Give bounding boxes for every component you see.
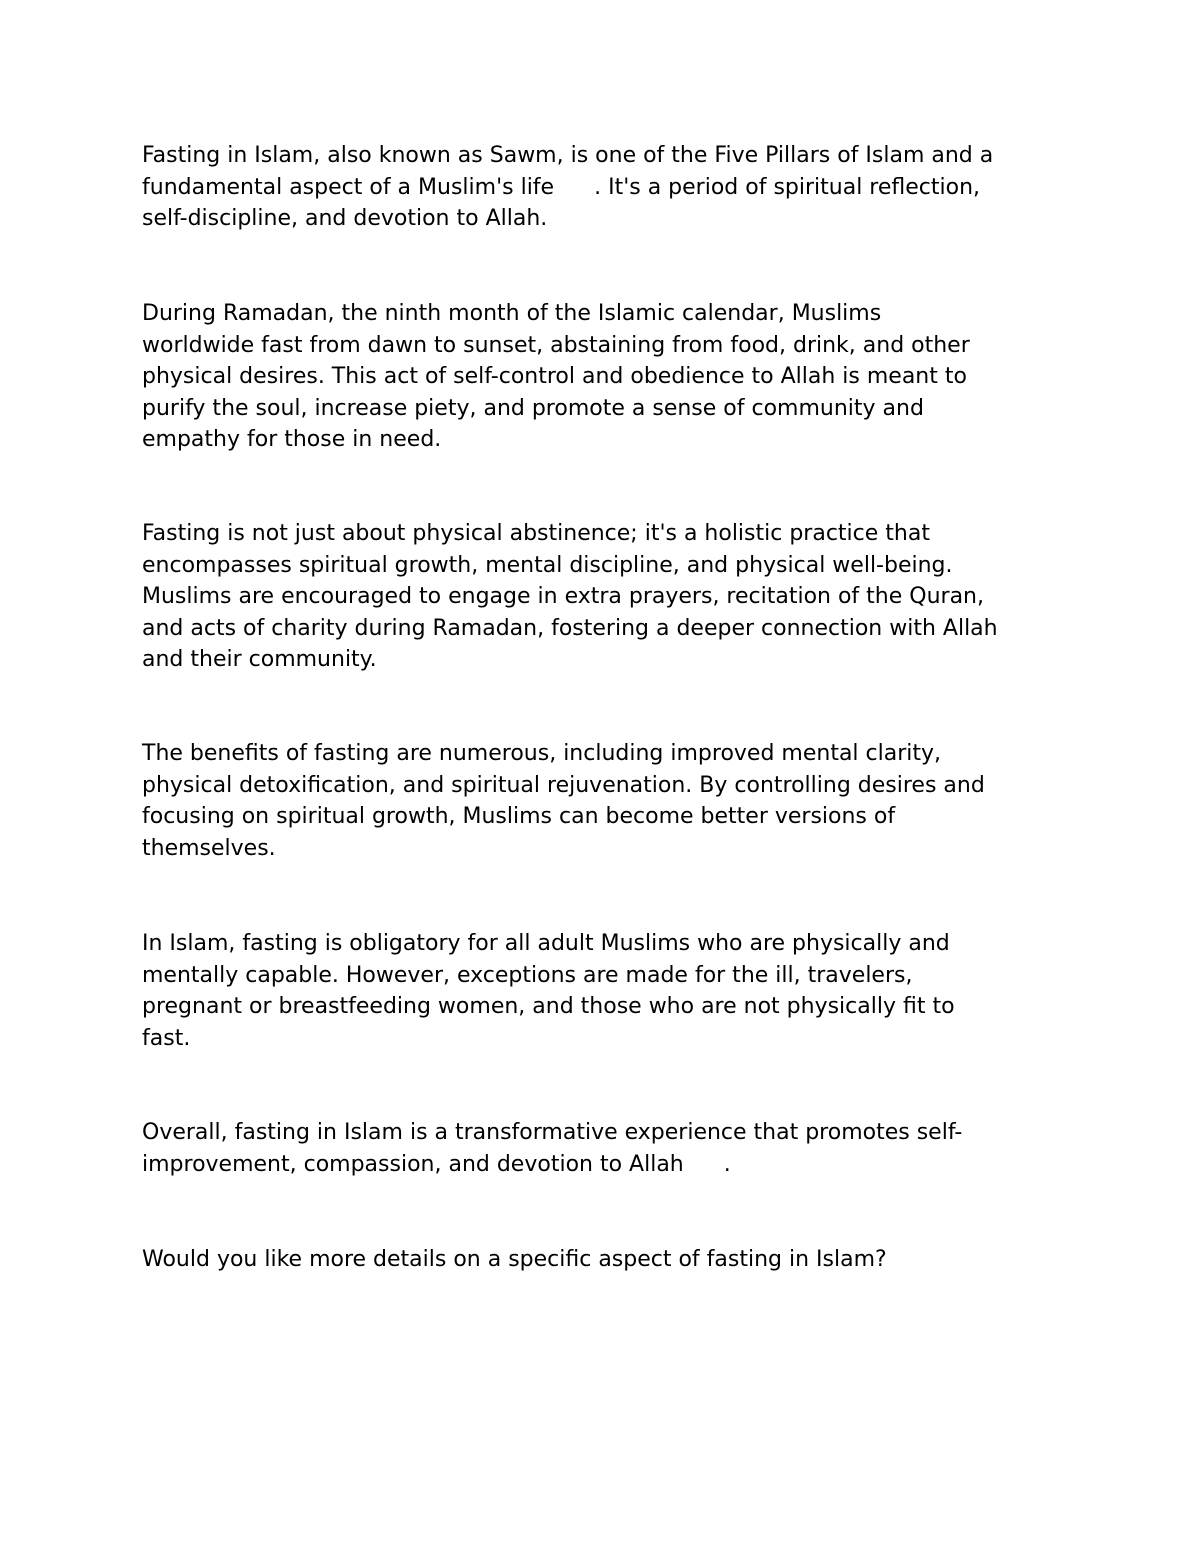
paragraph-holistic-practice bbox=[142, 518, 1072, 676]
text-line: mentally capable. However, exceptions are made for the ill, travelers, bbox=[142, 962, 913, 988]
text-line: and their community. bbox=[142, 647, 377, 673]
text-line bbox=[142, 172, 1072, 204]
text-line: pregnant or breastfeeding women, and those who are not physically fit to bbox=[142, 994, 955, 1020]
paragraph-overall bbox=[142, 1117, 1072, 1180]
paragraph-obligations bbox=[142, 928, 1072, 1054]
text-line: focusing on spiritual growth, Muslims can become better versions of bbox=[142, 804, 896, 830]
text-line: Overall, fasting in Islam is a transformative experience that promotes self- bbox=[142, 1120, 963, 1145]
text-line: themselves. bbox=[142, 835, 276, 861]
paragraph-benefits bbox=[142, 738, 1072, 864]
text-line: purify the soul, increase piety, and promote a sense of community and bbox=[142, 395, 924, 421]
text-line: worldwide fast from dawn to sunset, abstaining from food, drink, and other bbox=[142, 332, 970, 358]
text-line: Fasting is not just about physical abstinence; it's a holistic practice that bbox=[142, 521, 930, 546]
text-line: Would you like more details on a specific aspect of fasting in Islam? bbox=[142, 1247, 887, 1272]
paragraph-sawm-intro bbox=[142, 140, 1072, 235]
text-line: encompasses spiritual growth, mental discipline, and physical well-being. bbox=[142, 552, 953, 578]
paragraph-closing-question bbox=[142, 1244, 1072, 1276]
text-line bbox=[142, 1149, 1072, 1181]
text-segment: . It's a period of spiritual reflection, bbox=[594, 174, 981, 200]
text-segment: fundamental aspect of a Muslim's life bbox=[142, 174, 555, 200]
text-line: self-discipline, and devotion to Allah. bbox=[142, 206, 548, 232]
text-line: The benefits of fasting are numerous, including improved mental clarity, bbox=[142, 741, 942, 766]
paragraph-ramadan bbox=[142, 298, 1072, 456]
text-line: In Islam, fasting is obligatory for all adult Muslims who are physically and bbox=[142, 931, 950, 956]
text-line: empathy for those in need. bbox=[142, 427, 442, 453]
text-segment: improvement, compassion, and devotion to Allah bbox=[142, 1151, 684, 1177]
text-line: and acts of charity during Ramadan, fostering a deeper connection with Allah bbox=[142, 615, 998, 641]
text-line: Muslims are encouraged to engage in extra prayers, recitation of the Quran, bbox=[142, 584, 984, 610]
text-segment: . bbox=[723, 1151, 731, 1177]
text-line: During Ramadan, the ninth month of the Islamic calendar, Muslims bbox=[142, 301, 882, 326]
text-line: fast. bbox=[142, 1025, 191, 1051]
text-line: physical desires. This act of self-control and obedience to Allah is meant to bbox=[142, 364, 967, 390]
text-line: physical detoxification, and spiritual rejuvenation. By controlling desires and bbox=[142, 772, 985, 798]
text-line: Fasting in Islam, also known as Sawm, is one of the Five Pillars of Islam and a bbox=[142, 143, 994, 168]
